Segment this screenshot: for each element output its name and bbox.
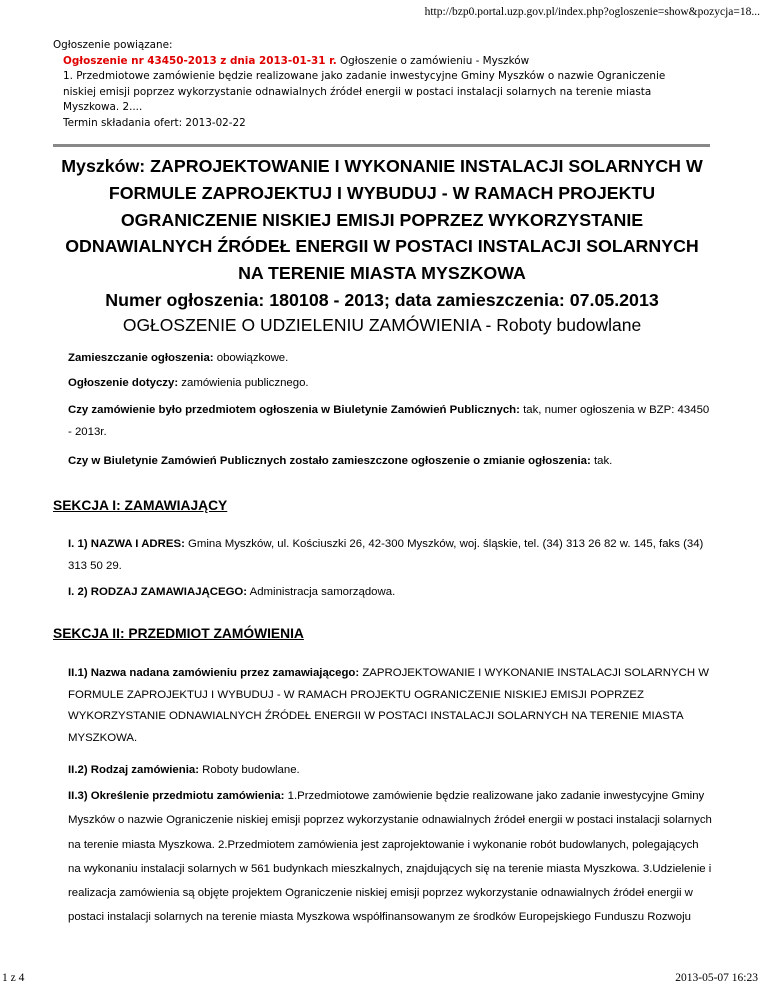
related-content xyxy=(53,54,701,132)
related-label: Ogłoszenie powiązane: xyxy=(53,39,173,51)
notice-type-line: OGŁOSZENIE O UDZIELENIU ZAMÓWIENIA - Roboty budowlane xyxy=(122,314,642,335)
related-deadline: Termin składania ofert: 2013-02-22 xyxy=(63,116,246,129)
notice-heading xyxy=(53,153,711,337)
section-2-title: SEKCJA II: PRZEDMIOT ZAMÓWIENIA xyxy=(53,626,304,641)
section-2-name-label: II.1) Nazwa nadana zamówieniu przez zamawiającego: xyxy=(68,667,360,679)
change-value: tak. xyxy=(590,455,613,467)
placement-paragraph xyxy=(68,348,713,370)
related-summary: 1. Przedmiotowe zamówienie będzie realizowane jako zadanie inwestycyjne Gminy Myszków o nazwie Ograniczenie niskiej emisji poprzez wykorzystanie odnawialnych źródeł energii w postaci instalacji solarnych na terenie miasta Myszkowa. 2.... xyxy=(63,70,666,114)
placement-label: Zamieszczanie ogłoszenia: xyxy=(68,352,214,364)
section-1-type-value: Administracja samorządowa. xyxy=(247,586,396,598)
section-2-desc-label: II.3) Określenie przedmiotu zamówienia: xyxy=(68,790,285,802)
section-1-title: SEKCJA I: ZAMAWIAJĄCY xyxy=(53,498,228,513)
section-2-kind-label: II.2) Rodzaj zamówienia: xyxy=(68,764,200,776)
section-2-name xyxy=(68,663,713,749)
change-label: Czy w Biuletynie Zamówień Publicznych zostało zamieszczone ogłoszenie o zmianie ogłoszenia: xyxy=(68,455,591,467)
concerns-label: Ogłoszenie dotyczy: xyxy=(68,377,179,389)
related-link-suffix: Ogłoszenie o zamówieniu - Myszków xyxy=(336,54,530,67)
related-link-line xyxy=(63,54,701,70)
section-1-name-label: I. 1) NAZWA I ADRES: xyxy=(68,538,185,550)
page-number: 1 z 4 xyxy=(2,972,25,984)
concerns-value: zamówienia publicznego. xyxy=(178,377,309,389)
section-2-desc-value: 1.Przedmiotowe zamówienie będzie realizowane jako zadanie inwestycyjne Gminy Myszków o nazwie Ograniczenie niskiej emisji poprzez wykorzystanie odnawialnych źródeł energii w postaci instalacji solarnych na terenie miasta Myszkowa. 2.Przedmiotem zamówienia jest zaprojektowanie i wykonanie robót budowlanych, polegających na wykonaniu instalacji solarnych w 561 budynkach mieszkalnych, znajdujących się na terenie miasta Myszkowa. 3.Udzielenie i realizacja zamówienia są objęte projektem Ograniczenie niskiej emisji poprzez wykorzystanie odnawialnych źródeł energii w postaci instalacji solarnych na terenie miasta Myszkowa współfinansowanym ze środków Europejskiego Funduszu Rozwoju xyxy=(68,790,712,924)
change-paragraph xyxy=(68,451,713,473)
bzp-value: tak, numer ogłoszenia w BZP: 43450 - 2013r. xyxy=(68,404,710,438)
section-2-kind-value: Roboty budowlane. xyxy=(199,764,300,776)
section-1-name-address xyxy=(68,534,713,577)
notice-title: Myszków: ZAPROJEKTOWANIE I WYKONANIE INSTALACJI SOLARNYCH W FORMULE ZAPROJEKTUJ I WYBUDUJ - W RAMACH PROJEKTU OGRANICZENIE NISKIEJ EMISJI POPRZEZ WYKORZYSTANIE ODNAWIALNYCH ŹRÓDEŁ ENERGII W POSTACI INSTALACJI SOLARNYCH NA TERENIE MIASTA MYSZKOWA xyxy=(61,156,703,284)
concerns-paragraph xyxy=(68,373,713,395)
section-2-kind xyxy=(68,760,713,782)
bzp-paragraph xyxy=(68,400,713,443)
related-notice xyxy=(53,38,701,132)
section-2-description xyxy=(68,784,713,930)
section-1-type-label: I. 2) RODZAJ ZAMAWIAJĄCEGO: xyxy=(68,586,248,598)
section-1-type xyxy=(68,582,713,604)
bzp-label: Czy zamówienie było przedmiotem ogłoszenia w Biuletynie Zamówień Publicznych: xyxy=(68,404,520,416)
section-1-name-value: Gmina Myszków, ul. Kościuszki 26, 42-300 Myszków, woj. śląskie, tel. (34) 313 26 82 w. 145, faks (34) 313 50 29. xyxy=(68,538,704,572)
related-notice-link[interactable]: Ogłoszenie nr 43450-2013 z dnia 2013-01-31 r. xyxy=(63,54,337,67)
section-2-name-value: ZAPROJEKTOWANIE I WYKONANIE INSTALACJI SOLARNYCH W FORMULE ZAPROJEKTUJ I WYBUDUJ - W RAMACH PROJEKTU OGRANICZENIE NISKIEJ EMISJI POPRZEZ WYKORZYSTANIE ODNAWIALNYCH ŹRÓDEŁ ENERGII W POSTACI INSTALACJI SOLARNYCH NA TERENIE MIASTA MYSZKOWA. xyxy=(68,667,709,744)
notice-number-line: Numer ogłoszenia: 180108 - 2013; data zamieszczenia: 07.05.2013 xyxy=(105,289,659,310)
print-header-url: http://bzp0.portal.uzp.gov.pl/index.php?ogloszenie=show&pozycja=18... xyxy=(424,6,760,18)
horizontal-divider xyxy=(53,144,710,147)
print-datetime: 2013-05-07 16:23 xyxy=(675,972,758,984)
placement-value: obowiązkowe. xyxy=(213,352,289,364)
